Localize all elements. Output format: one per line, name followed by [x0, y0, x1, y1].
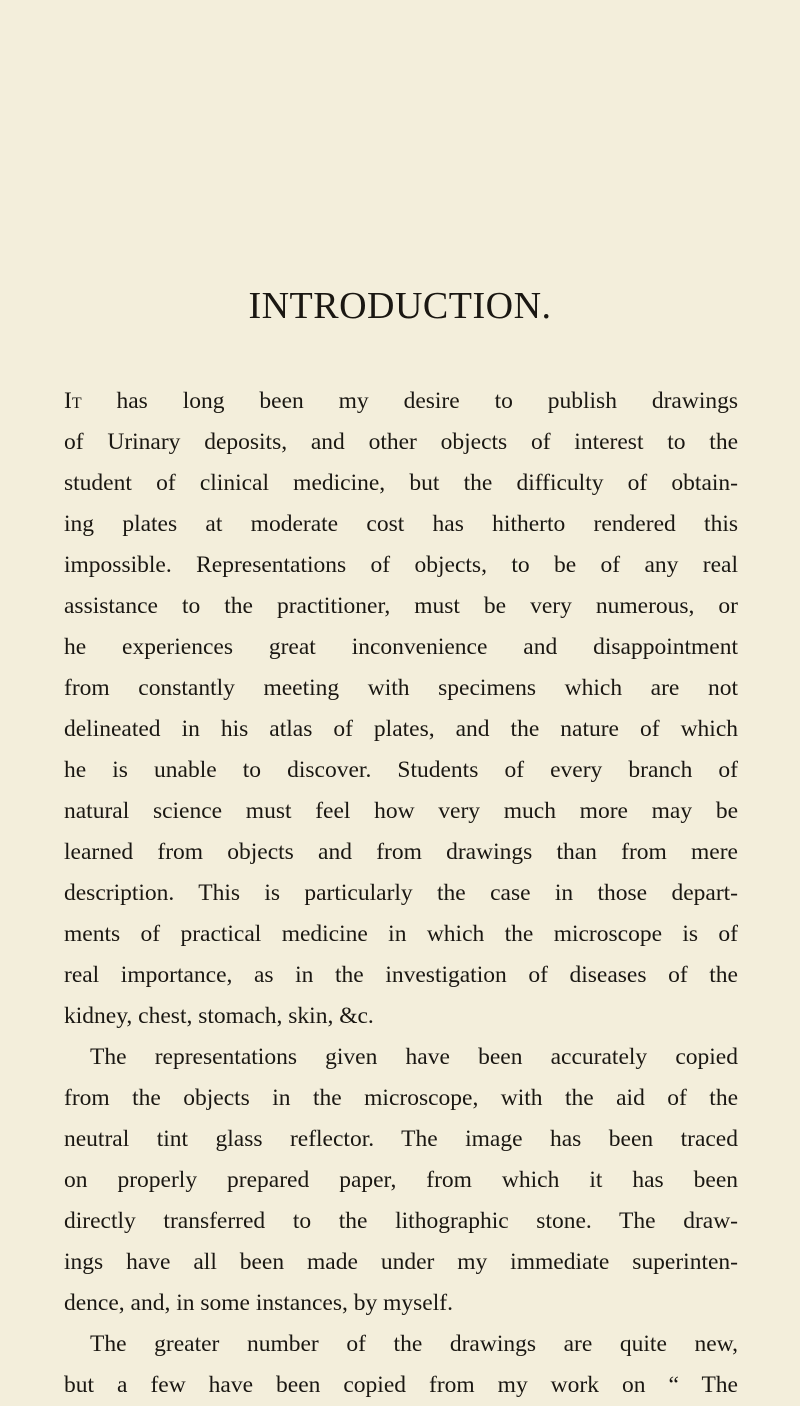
drop-word: It — [64, 388, 82, 414]
text-line: ments of practical medicine in which the microscope is of — [64, 921, 738, 947]
text-line: dence, and, in some instances, by myself. — [64, 1290, 453, 1316]
body-text — [64, 381, 738, 1406]
text-line: The representations given have been accurately copied — [90, 1044, 738, 1070]
text-line: kidney, chest, stomach, skin, &c. — [64, 1003, 374, 1029]
text-line: on properly prepared paper, from which it has been — [64, 1167, 738, 1193]
text-line: description. This is particularly the case in those depart- — [64, 880, 738, 906]
text-line: he experiences great inconvenience and disappointment — [64, 634, 738, 660]
text-line: assistance to the practitioner, must be very numerous, or — [64, 593, 738, 619]
text-line: neutral tint glass reflector. The image has been traced — [64, 1126, 738, 1152]
text-line: ing plates at moderate cost has hitherto rendered this — [64, 511, 738, 537]
text-line: natural science must feel how very much more may be — [64, 798, 738, 824]
text-line: real importance, as in the investigation of diseases of the — [64, 962, 738, 988]
text-line: impossible. Representations of objects, to be of any real — [64, 552, 738, 578]
text-line: delineated in his atlas of plates, and the nature of which — [64, 716, 738, 742]
text-line: student of clinical medicine, but the difficulty of obtain- — [64, 470, 738, 496]
text-line: but a few have been copied from my work on “ The — [64, 1372, 738, 1398]
text-line: from the objects in the microscope, with the aid of the — [64, 1085, 738, 1111]
page-title: INTRODUCTION. — [248, 285, 552, 327]
text-line: ings have all been made under my immediate superinten- — [64, 1249, 738, 1275]
text-line: The greater number of the drawings are quite new, — [90, 1331, 738, 1357]
text-line: of Urinary deposits, and other objects of interest to the — [64, 429, 738, 455]
text-line: from constantly meeting with specimens which are not — [64, 675, 738, 701]
text-line: he is unable to discover. Students of every branch of — [64, 757, 738, 783]
text-line: directly transferred to the lithographic stone. The draw- — [64, 1208, 738, 1234]
paragraph-1-line-1 — [64, 381, 738, 422]
text-line: has long been my desire to publish drawings — [81, 388, 738, 414]
text-line: learned from objects and from drawings than from mere — [64, 839, 738, 865]
